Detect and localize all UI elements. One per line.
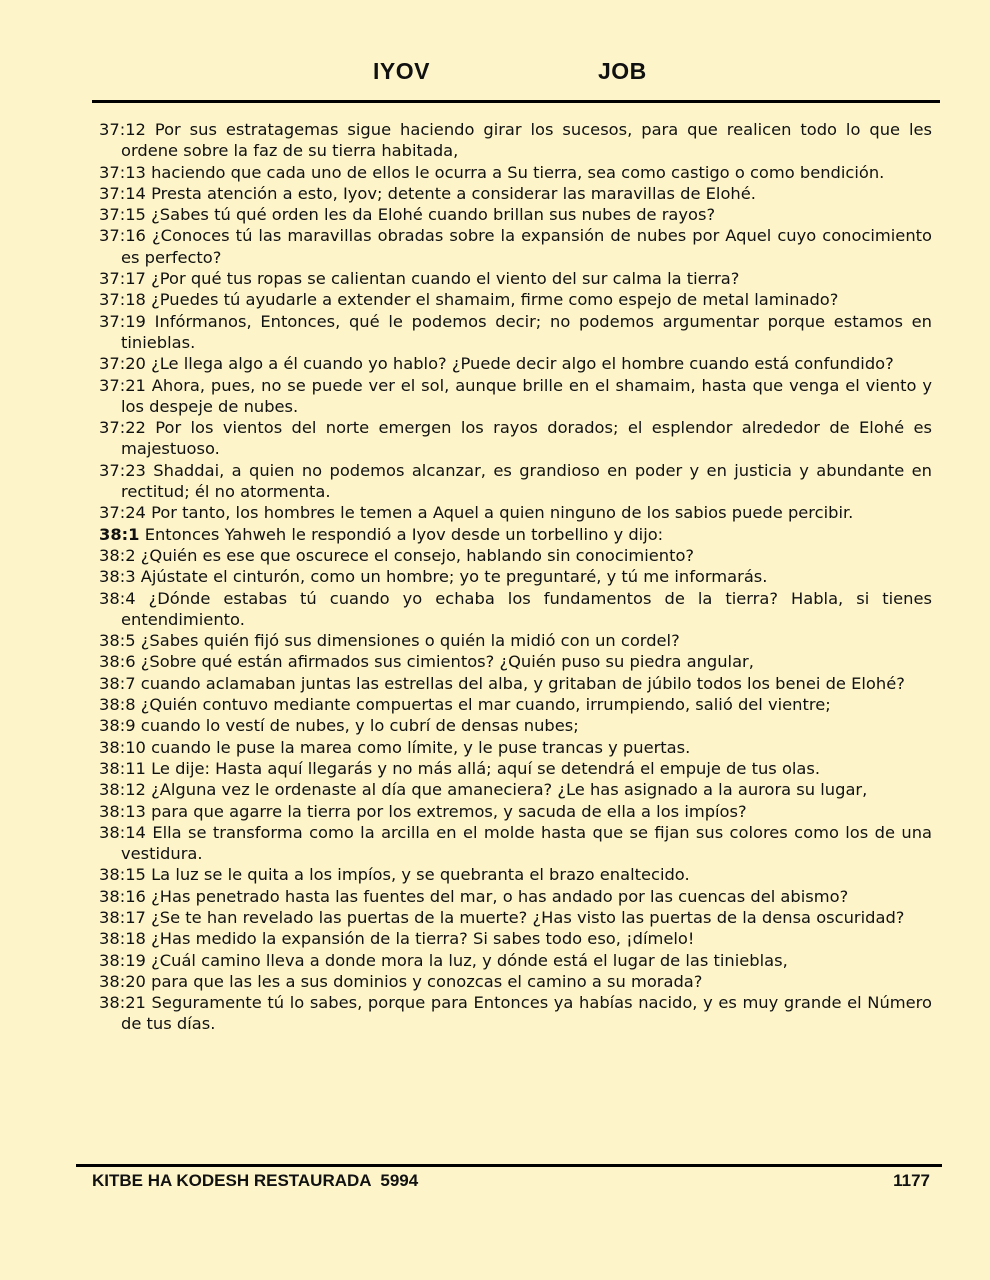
verse-text: ¿Conoces tú las maravillas obradas sobre la expansión de nubes por Aquel cuyo conocimiento es perfecto? — [121, 226, 932, 267]
verse-ref: 37:12 — [99, 120, 146, 139]
verse-ref: 38:11 — [99, 758, 146, 778]
verse-text: Por sus estratagemas sigue haciendo girar los sucesos, para que realicen todo lo que les ordene sobre la faz de su tierra habitada, — [121, 120, 932, 161]
verse — [99, 673, 932, 694]
verse-text: ¿Por qué tus ropas se calientan cuando el viento del sur calma la tierra? — [151, 269, 740, 289]
verse-text: ¿Alguna vez le ordenaste al día que amaneciera? ¿Le has asignado a la aurora su lugar, — [151, 780, 868, 800]
verse — [99, 758, 932, 779]
verse-ref: 38:3 — [99, 567, 136, 587]
verse — [99, 225, 932, 268]
verse-text: Shaddai, a quien no podemos alcanzar, es grandioso en poder y en justicia y abundante en rectitud; él no atormenta. — [121, 460, 932, 502]
verse-ref: 37:16 — [99, 226, 146, 246]
verse-ref: 38:18 — [99, 929, 146, 949]
verse-ref: 38:20 — [99, 971, 146, 991]
verse — [99, 502, 932, 523]
verse-text: ¿Le llega algo a él cuando yo hablo? ¿Puede decir algo el hombre cuando está confundido? — [151, 354, 894, 374]
verse-ref: 37:18 — [99, 290, 146, 310]
verse-text: Ella se transforma como la arcilla en el molde hasta que se fijan sus colores como los de una vestidura. — [121, 822, 932, 864]
verse — [99, 119, 932, 162]
verse — [99, 694, 932, 715]
verse-ref: 38:9 — [99, 716, 136, 736]
verse-ref: 38:1 — [99, 524, 140, 544]
verse-ref: 37:24 — [99, 503, 146, 523]
verse-text: ¿Sabes quién fijó sus dimensiones o quién la midió con un cordel? — [140, 631, 680, 651]
verse-text: para que agarre la tierra por los extremos, y sacuda de ella a los impíos? — [151, 801, 747, 821]
verse-ref: 38:21 — [99, 993, 146, 1013]
verse-text: ¿Dónde estabas tú cuando yo echaba los fundamentos de la tierra? Habla, si tienes entendimiento. — [121, 588, 932, 629]
verse — [99, 588, 932, 631]
verse-text: Infórmanos, Entonces, qué le podemos decir; no podemos argumentar porque estamos en tinieblas. — [121, 311, 932, 352]
verse — [99, 311, 932, 354]
verse-text: ¿Has penetrado hasta las fuentes del mar, o has andado por las cuencas del abismo? — [151, 886, 849, 906]
verse-text: ¿Sobre qué están afirmados sus cimientos? ¿Quién puso su piedra angular, — [140, 652, 754, 672]
verse-text: Por los vientos del norte emergen los rayos dorados; el esplendor alrededor de Elohé es majestuoso. — [121, 418, 932, 459]
verse — [99, 162, 932, 183]
verse-text: Ajústate el cinturón, como un hombre; yo te preguntaré, y tú me informarás. — [140, 567, 768, 587]
verse — [99, 928, 932, 949]
verse-ref: 37:15 — [99, 205, 146, 225]
verse — [99, 950, 932, 971]
verse-ref: 38:8 — [99, 695, 136, 715]
verse — [99, 524, 932, 545]
verse — [99, 545, 932, 566]
verse-ref: 37:19 — [99, 311, 146, 331]
verse — [99, 353, 932, 374]
verse-ref: 37:17 — [99, 269, 146, 289]
verse-ref: 38:6 — [99, 652, 136, 672]
verse — [99, 460, 932, 503]
verse — [99, 822, 932, 865]
verse-text: ¿Quién es ese que oscurece el consejo, hablando sin conocimiento? — [140, 545, 695, 565]
verse-text: ¿Sabes tú qué orden les da Elohé cuando brillan sus nubes de rayos? — [151, 205, 716, 225]
verse — [99, 864, 932, 885]
header-rule — [92, 100, 940, 103]
header-book-hebrew: IYOV — [373, 58, 430, 84]
verse — [99, 375, 932, 418]
verse-ref: 37:22 — [99, 418, 146, 438]
verse — [99, 737, 932, 758]
verse-text: La luz se le quita a los impíos, y se quebranta el brazo enaltecido. — [151, 865, 690, 885]
verse-ref: 38:13 — [99, 801, 146, 821]
header-book-english: JOB — [598, 58, 647, 84]
verse — [99, 630, 932, 651]
verse-text: haciendo que cada uno de ellos le ocurra a Su tierra, sea como castigo o como bendición. — [151, 162, 885, 182]
verse-ref: 37:23 — [99, 460, 146, 480]
verse-text: Seguramente tú lo sabes, porque para Entonces ya habías nacido, y es muy grande el Número de tus días. — [121, 993, 932, 1034]
verse-ref: 38:14 — [99, 822, 146, 842]
verse-ref: 37:14 — [99, 183, 146, 203]
verse-text: Presta atención a esto, Iyov; detente a considerar las maravillas de Elohé. — [151, 183, 756, 203]
verse — [99, 268, 932, 289]
verse — [99, 289, 932, 310]
verse-text: ¿Quién contuvo mediante compuertas el mar cuando, irrumpiendo, salió del vientre; — [140, 695, 831, 715]
verse-text: ¿Puedes tú ayudarle a extender el shamaim, firme como espejo de metal laminado? — [151, 290, 839, 310]
footer-rule — [76, 1164, 942, 1167]
verse-ref: 38:16 — [99, 886, 146, 906]
verse-ref: 38:5 — [99, 631, 136, 651]
verse-text: Entonces Yahweh le respondió a Iyov desde un torbellino y dijo: — [144, 524, 664, 544]
verse-ref: 38:7 — [99, 673, 136, 693]
verse-ref: 37:21 — [99, 375, 146, 395]
verse — [99, 651, 932, 672]
verse — [99, 801, 932, 822]
verse-ref: 37:20 — [99, 354, 146, 374]
footer-title: KITBE HA KODESH RESTAURADA 5994 — [92, 1171, 419, 1190]
verse — [99, 907, 932, 928]
verse — [99, 183, 932, 204]
verse-ref: 38:12 — [99, 780, 146, 800]
verse — [99, 566, 932, 587]
verse — [99, 779, 932, 800]
verse-list — [99, 119, 932, 1035]
verse-ref: 37:13 — [99, 162, 146, 182]
page-number: 1177 — [893, 1171, 930, 1190]
verse-text: ¿Cuál camino lleva a donde mora la luz, y dónde está el lugar de las tinieblas, — [151, 950, 788, 970]
verse-ref: 38:17 — [99, 907, 146, 927]
verse — [99, 971, 932, 992]
verse — [99, 204, 932, 225]
verse-text: para que las les a sus dominios y conozcas el camino a su morada? — [151, 971, 703, 991]
verse — [99, 886, 932, 907]
verse — [99, 992, 932, 1035]
verse — [99, 417, 932, 460]
verse-text: ¿Has medido la expansión de la tierra? Si sabes todo eso, ¡dímelo! — [151, 929, 695, 949]
verse-text: cuando le puse la marea como límite, y le puse trancas y puertas. — [151, 737, 691, 757]
verse-ref: 38:4 — [99, 588, 136, 608]
verse — [99, 715, 932, 736]
verse-ref: 38:10 — [99, 737, 146, 757]
verse-text: Por tanto, los hombres le temen a Aquel a quien ninguno de los sabios puede percibir. — [151, 503, 854, 523]
verse-text: cuando aclamaban juntas las estrellas del alba, y gritaban de júbilo todos los benei de Elohé? — [140, 673, 905, 693]
verse-ref: 38:2 — [99, 545, 136, 565]
verse-ref: 38:19 — [99, 950, 146, 970]
verse-text: ¿Se te han revelado las puertas de la muerte? ¿Has visto las puertas de la densa oscuridad? — [151, 907, 905, 927]
verse-text: Ahora, pues, no se puede ver el sol, aunque brille en el shamaim, hasta que venga el viento y los despeje de nubes. — [121, 375, 932, 416]
verse-text: Le dije: Hasta aquí llegarás y no más allá; aquí se detendrá el empuje de tus olas. — [151, 758, 821, 778]
page-header — [0, 58, 990, 92]
verse-ref: 38:15 — [99, 865, 146, 885]
verse-text: cuando lo vestí de nubes, y lo cubrí de densas nubes; — [140, 716, 579, 736]
